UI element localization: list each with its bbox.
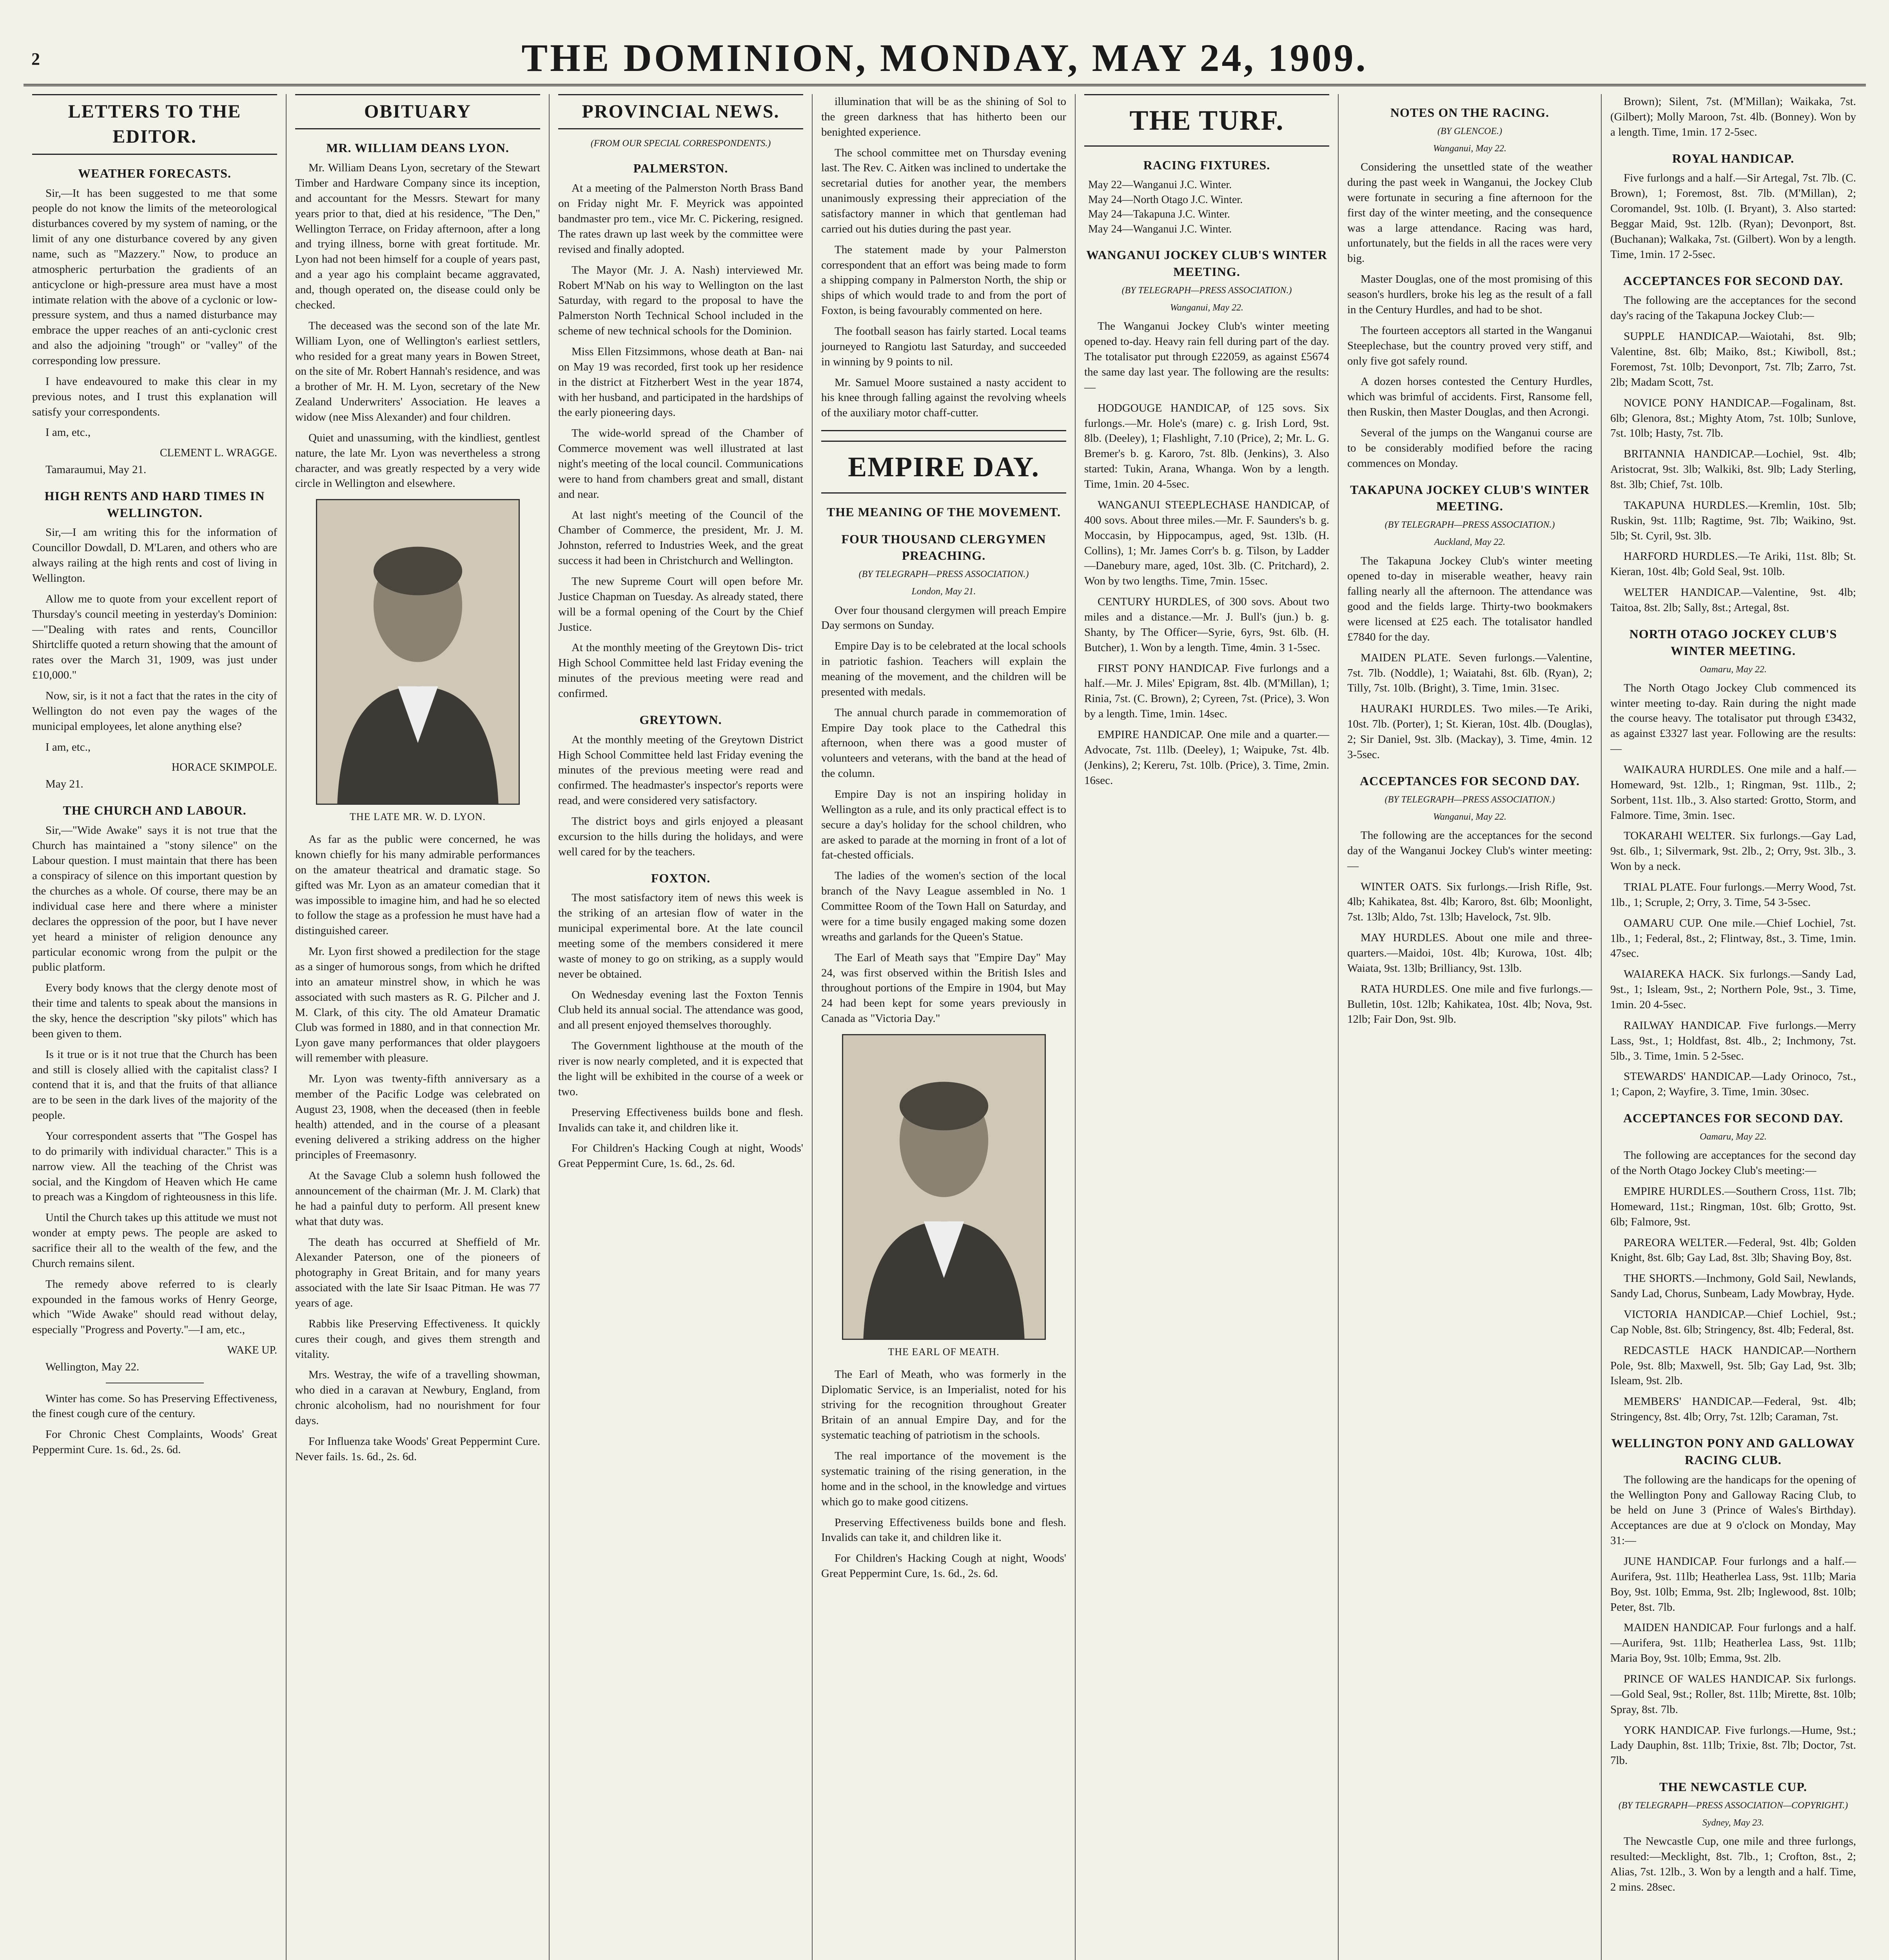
race-result: TOKARAHI WELTER. Six furlongs.—Gay Lad, 9st. 6lb., 1; Silvermark, 9st. 2lb., 2; Orry, 9st. 3lb., 3. Won by a neck. (1610, 829, 1856, 873)
provincial-paragraph: Miss Ellen Fitzsimmons, whose death at Ban- nai on May 19 was recorded, first took up her residence in the district at Fitzherbert West in the year 1874, with her husband, and participated in the hardships of the early pioneering days. (558, 345, 803, 419)
continued-paragraph: illumination that will be as the shining of Sol to the green darkness that has hitherto been our benighted experience. (821, 95, 1066, 138)
empire-day-paragraph: Empire Day is to be celebrated at the local schools in patriotic fashion. Teachers will explain the meaning of the movement, and the children will be presented with medals. (821, 640, 1066, 698)
masthead (24, 27, 1866, 86)
obituary-paragraph: Quiet and unassuming, with the kindliest, gentlest nature, the late Mr. Lyon was nevertheless a strong character, and was greatly respected by a very wide circle in Wellington and elsewhere. (295, 431, 540, 490)
obituary-paragraph: Mr. Lyon was twenty-fifth anniversary as a member of the Pacific Lodge was celebrated on August 23, 1908, when the deceased (then in feeble health) attended, and in the course of a pleasant evening delivered a striking address on the higher principles of Freemasonry. (295, 1072, 540, 1161)
meeting-title: ACCEPTANCES FOR SECOND DAY. (1359, 773, 1580, 788)
provincial-paragraph: Preserving Effectiveness builds bone and flesh. Invalids can take it, and children like it. (558, 1106, 803, 1134)
obituary-paragraph: Rabbis like Preserving Effectiveness. It quickly cures their cough, and gives them strength and vitality. (295, 1317, 540, 1361)
race-result: The fourteen acceptors all started in the Wanganui Steeplechase, but the country proved very stiff, and only five got safely round. (1347, 324, 1592, 367)
column-obituary (287, 94, 550, 1960)
race-result: Brown); Silent, 7st. (M'Millan); Waikaka, 7st. (Gilbert); Molly Maroon, 7st. 4lb. (Bonney). Won by a length. Time, 1min. 17 2-5sec. (1610, 95, 1856, 138)
race-result: MAIDEN HANDICAP. Four furlongs and a half.—Aurifera, 9st. 11lb; Heatherlea Lass, 9st. 11lb; Maria Boy, 9st. 10lb; Emma, 9st. 2lb. (1610, 1621, 1856, 1665)
provincial-byline: (FROM OUR SPECIAL CORRESPONDENTS.) (590, 138, 771, 149)
letter-paragraph: Allow me to quote from your excellent report of Thursday's council meeting in yesterday's Dominion:—"Dealing with rates and rents, Councillor Shirtcliffe quoted a return showing that the amount of rates over the March 31, 1909, was just under £10,000." (32, 592, 277, 682)
empire-day-heading: EMPIRE DAY. (821, 441, 1066, 493)
provincial-paragraph: The new Supreme Court will open before Mr. Justice Chapman on Tuesday. As already stated, there will be a formal opening of the Court by the Chief Justice. (558, 575, 803, 633)
race-result: THE SHORTS.—Inchmony, Gold Sail, Newlands, Sandy Lad, Chorus, Sunbeam, Lady Mowbray, Hyde. (1610, 1272, 1856, 1300)
race-result: VICTORIA HANDICAP.—Chief Lochiel, 9st.; Cap Noble, 8st. 6lb; Stringency, 8st. 4lb; Federal, 8st. (1610, 1308, 1856, 1336)
letter-signature: HORACE SKIMPOLE. (171, 761, 277, 774)
fixtures-list (1084, 178, 1329, 236)
empire-day-paragraph: The Earl of Meath says that "Empire Day" May 24, was first observed within the British Isles and throughout portions of the Empire in 1904, but May 24 had been kept for some years previously in Canada as "Victoria Day." (821, 951, 1066, 1025)
fixture-item: May 24—North Otago J.C. Winter. (1088, 193, 1243, 206)
empire-day-paragraph: Preserving Effectiveness builds bone and flesh. Invalids can take it, and children like it. (821, 1516, 1066, 1544)
provincial-paragraph: At a meeting of the Palmerston North Brass Band on Friday night Mr. F. Meyrick was appointed bandmaster pro tem., vice Mr. C. Pickering, resigned. The rates drawn up last week by the committee were revised and finally adopted. (558, 182, 803, 256)
letter-paragraph: Is it true or is it not true that the Church has been and still is closely allied with the capitalist class? I contend that it is, and that the fruits of that alliance are to be seen in the dark lives of the majority of the people. (32, 1048, 277, 1122)
turf-section-title: ACCEPTANCES FOR SECOND DAY. (1623, 1111, 1843, 1125)
race-result: TAKAPUNA HURDLES.—Kremlin, 10st. 5lb; Ruskin, 9st. 11lb; Ragtime, 9st. 7lb; Waikino, 9st. 5lb; St. Cyril, 9st. 3lb. (1610, 499, 1856, 542)
letter-paragraph: Sir,—"Wide Awake" says it is not true that the Church has maintained a "stony silence" on the Labour question. I must maintain that there has been a conspiracy of silence on this important question by the churches as a whole. Of course, there may be an individual case here and there where a minister declares the oppression of the poor, but I have never yet heard a minister of religion denounce any particular economic wrong from the pulpit or the public platform. (32, 824, 277, 974)
empire-day-paragraph: The annual church parade in commemoration of Empire Day took place to the Cathedral this afternoon, when there was a good muster of volunteers and veterans, with the band at the head of the column. (821, 706, 1066, 780)
provincial-paragraph: For Children's Hacking Cough at night, Woods' Great Peppermint Cure, 1s. 6d., 2s. 6d. (558, 1142, 803, 1170)
provincial-paragraph: The Mayor (Mr. J. A. Nash) interviewed Mr. Robert M'Nab on his way to Wellington on the last Saturday, with regard to the proposal to have the Palmerston North Technical School included in the scheme of new technical schools for the Dominion. (558, 263, 803, 338)
empire-day-subhead: FOUR THOUSAND CLERGYMEN PREACHING. (841, 532, 1046, 563)
race-result: MAY HURDLES. About one mile and three-quarters.—Maidoi, 10st. 4lb; Kurowa, 10st. 4lb; Waiata, 9st. 13lb; Brilliancy, 9st. 13lb. (1347, 931, 1592, 975)
continued-paragraph: Mr. Samuel Moore sustained a nasty accident to his knee through falling against the revolving wheels of the auxiliary motor chaff-cutter. (821, 376, 1066, 419)
race-result: The following are the handicaps for the opening of the Wellington Pony and Galloway Racing Club, to be held on June 3 (Prince of Wales's Birthday). Acceptances are due at 9 o'clock on Monday, May 31:— (1610, 1473, 1856, 1547)
letter-paragraph: The remedy above referred to is clearly expounded in the famous works of Henry George, which "Wide Awake" should read without delay, especially "Progress and Poverty."—I am, etc., (32, 1278, 277, 1336)
empire-day-paragraph: For Children's Hacking Cough at night, Woods' Great Peppermint Cure, 1s. 6d., 2s. 6d. (821, 1552, 1066, 1580)
race-result: EMPIRE HANDICAP. One mile and a quarter.—Advocate, 7st. 11lb. (Deeley), 1; Waipuke, 7st. 4lb. (Jenkins), 2; Kereru, 7st. 10lb. (Price), 3. Time, 2min. 16sec. (1084, 728, 1329, 787)
letter-title: THE CHURCH AND LABOUR. (63, 803, 247, 817)
race-result: RAILWAY HANDICAP. Five furlongs.—Merry Lass, 9st., 1; Holdfast, 8st. 4lb., 2; Inchmony, 7st. 5lb., 3. Time, 1min. 5 2-5sec. (1610, 1019, 1856, 1062)
empire-day-dateline: London, May 21. (911, 586, 976, 597)
race-result: The Newcastle Cup, one mile and three furlongs, resulted:—Mecklight, 8st. 7lb., 1; Crofton, 8st., 2; Alias, 7st. 12lb., 3. Won by a length and a half. Time, 2 mins. 28sec. (1610, 1835, 1856, 1893)
continued-paragraph: The football season has fairly started. Local teams journeyed to Rangiotu last Saturday, and succeeded in winning by 9 points to nil. (821, 325, 1066, 368)
letter-paragraph: I have endeavoured to make this clear in my previous notes, and I trust this explanation will satisfy your correspondents. (32, 375, 277, 418)
provincial-paragraph: On Wednesday evening last the Foxton Tennis Club held its annual social. The attendance was good, and all present enjoyed themselves thoroughly. (558, 988, 803, 1032)
fixtures-title: RACING FIXTURES. (1143, 158, 1270, 172)
fixture-item: May 24—Takapuna J.C. Winter. (1088, 208, 1230, 221)
obituary-paragraph: Mrs. Westray, the wife of a travelling showman, who died in a caravan at Newbury, England, from chronic alcoholism, had no nourishment for four days. (295, 1368, 540, 1427)
continued-paragraph: The school committee met on Thursday evening last. The Rev. C. Aitken was inclined to undertake the secretarial duties for another year, the members unanimously expressing their appreciation of the satisfactory manner in which that gentleman had carried out his duties during the past year. (821, 146, 1066, 235)
divider-rule (821, 430, 1066, 431)
provincial-paragraph: At last night's meeting of the Council of the Chamber of Commerce, the president, Mr. J. M. Johnston, referred to Industries Week, and the great success it had been in Christchurch and Wellington. (558, 508, 803, 567)
meeting-title: NOTES ON THE RACING. (1390, 105, 1550, 120)
fixture-item: May 22—Wanganui J.C. Winter. (1088, 179, 1232, 191)
turf-section-title: THE NEWCASTLE CUP. (1659, 1780, 1807, 1794)
column-turf-continued (1339, 94, 1602, 1960)
letter-paragraph: Now, sir, is it not a fact that the rates in the city of Wellington do not even pay the wages of the municipal employees, let alone anything else? (32, 689, 277, 733)
advertisement-line: Winter has come. So has Preserving Effectiveness, the finest cough cure of the century. (32, 1392, 277, 1420)
advertisement-line: For Chronic Chest Complaints, Woods' Great Peppermint Cure. 1s. 6d., 2s. 6d. (32, 1428, 277, 1456)
race-result: JUNE HANDICAP. Four furlongs and a half.—Aurifera, 9st. 11lb; Heatherlea Lass, 9st. 11lb; Maria Boy, 9st. 10lb; Emma, 9st. 2lb; Inglewood, 8st. 10lb; Peter, 8st. 7lb. (1610, 1555, 1856, 1613)
turf-section-title: ACCEPTANCES FOR SECOND DAY. (1623, 273, 1843, 288)
letter-place-date: Wellington, May 22. (45, 1360, 140, 1373)
obituary-paragraph: At the Savage Club a solemn hush followed the announcement of the chairman (Mr. J. M. Clark) that he had a painful duty to perform. All present knew what that duty was. (295, 1169, 540, 1228)
race-result: The following are the acceptances for the second day of the Wanganui Jockey Club's winter meeting:— (1347, 829, 1592, 872)
race-result: Several of the jumps on the Wanganui course are to be considerably modified before the racing commences on Monday. (1347, 426, 1592, 470)
letters-heading: LETTERS TO THE EDITOR. (32, 94, 277, 155)
turf-section-title: NORTH OTAGO JOCKEY CLUB'S WINTER MEETING. (1629, 626, 1837, 658)
race-result: HODGOUGE HANDICAP, of 125 sovs. Six furlongs.—Mr. Hole's (mare) c. g. Irish Lord, 9st. 8lb. (Deeley), 1; Flashlight, 7.10 (Price), 2; Mr. L. G. Bremer's b. g. Karoro, 7st. 8lb. (Jenkins), 3. Also started: Tukin, Arana, Whanga. Won by a length. Time, 1min. 20 4-5sec. (1084, 401, 1329, 491)
meath-portrait (842, 1034, 1046, 1340)
turf-section-dateline: Sydney, May 23. (1702, 1818, 1764, 1828)
race-result: OAMARU CUP. One mile.—Chief Lochiel, 7st. 1lb., 1; Federal, 8st., 2; Flintway, 8st., 3. Time, 1min. 47sec. (1610, 916, 1856, 960)
race-result: PAREORA WELTER.—Federal, 9st. 4lb; Golden Knight, 8st. 6lb; Gay Lad, 8st. 3lb; Shaving Boy, 8st. (1610, 1236, 1856, 1264)
newspaper-title: THE DOMINION, MONDAY, MAY 24, 1909. (521, 36, 1368, 80)
letter-paragraph: I am, etc., (45, 740, 91, 753)
provincial-section-title: FOXTON. (651, 871, 711, 885)
meeting-dateline: Wanganui, May 22. (1170, 303, 1244, 313)
letter-signature: WAKE UP. (227, 1344, 277, 1357)
provincial-section-title: GREYTOWN. (639, 712, 722, 727)
page-number: 2 (31, 49, 40, 69)
race-result: The following are the acceptances for the second day's racing of the Takapuna Jockey Club:— (1610, 294, 1856, 322)
turf-section-title: ROYAL HANDICAP. (1672, 151, 1795, 165)
provincial-section-title: PALMERSTON. (633, 161, 728, 176)
race-result: RATA HURDLES. One mile and five furlongs.—Bulletin, 10st. 12lb; Kahikatea, 10st. 4lb; Nova, 9st. 12lb; Fair Don, 9st. 9lb. (1347, 982, 1592, 1026)
race-result: STEWARDS' HANDICAP.—Lady Orinoco, 7st., 1; Capon, 2; Wayfire, 3. Time, 1min. 30sec. (1610, 1070, 1856, 1098)
portrait-caption: THE EARL OF MEATH. (888, 1346, 1000, 1357)
obituary-title: MR. WILLIAM DEANS LYON. (326, 141, 509, 155)
provincial-paragraph: The most satisfactory item of news this week is the striking of an artesian flow of water in the municipal experimental bore. At the late council meeting some of the members considered it mere waste of money to go on striking, as a supply would never be obtained. (558, 891, 803, 980)
obituary-paragraph: Mr. Lyon first showed a predilection for the stage as a singer of humorous songs, from which he drifted into an amateur minstrel show, in which he was associated with such masters as R. G. Pilcher and J. M. Clark, of this city. The old Amateur Dramatic Club was formed in 1880, and in that connection Mr. Lyon gave many performances that older playgoers will remember with pleasure. (295, 945, 540, 1065)
column-turf (1076, 94, 1339, 1960)
lyon-portrait (316, 499, 520, 805)
provincial-paragraph: The district boys and girls enjoyed a pleasant excursion to the hills during the holidays, and were well cared for by the teachers. (558, 815, 803, 858)
letter-place-date: May 21. (45, 777, 83, 790)
meeting-byline: (BY TELEGRAPH—PRESS ASSOCIATION.) (1385, 794, 1555, 805)
race-result: FIRST PONY HANDICAP. Five furlongs and a half.—Mr. J. Miles' Epigram, 8st. 4lb. (M'Millan), 1; Rinia, 7st. (C. Brown), 2; Cyreen, 7st. (Price), 3. Won by a length. Time, 1min. 14sec. (1084, 662, 1329, 720)
race-result: The following are acceptances for the second day of the North Otago Jockey Club's meeting:— (1610, 1149, 1856, 1177)
empire-day-byline: (BY TELEGRAPH—PRESS ASSOCIATION.) (858, 569, 1029, 580)
column-letters (24, 94, 287, 1960)
empire-day-paragraph: Over four thousand clergymen will preach Empire Day sermons on Sunday. (821, 604, 1066, 632)
turf-section-byline: (BY TELEGRAPH—PRESS ASSOCIATION—COPYRIGHT.) (1618, 1800, 1848, 1811)
race-result: WAIAREKA HACK. Six furlongs.—Sandy Lad, 9st., 1; Isleam, 9st., 2; Northern Pole, 9st., 3. Time, 1min. 20 4-5sec. (1610, 968, 1856, 1011)
portrait-caption: THE LATE MR. W. D. LYON. (349, 811, 486, 823)
turf-section-title: WELLINGTON PONY AND GALLOWAY RACING CLUB. (1611, 1436, 1855, 1467)
meeting-dateline: Wanganui, May 22. (1433, 811, 1507, 822)
obituary-heading: OBITUARY (295, 94, 540, 129)
letter-paragraph: Until the Church takes up this attitude we must not wonder at empty pews. The people are asked to sacrifice their all to the wealth of the few, and the Church remains silent. (32, 1211, 277, 1270)
letter-paragraph: Your correspondent asserts that "The Gospel has to do primarily with individual character." This is a narrow view. All the teaching of the Christ was social, and the Kingdom of Heaven which He came to preach was a Kingdom of righteousness in this life. (32, 1129, 277, 1203)
race-result: CENTURY HURDLES, of 300 sovs. About two miles and a distance.—Mr. J. Bull's (jun.) b. g. Shanty, by The Officer—Syrie, 6yrs, 9st. 6lb. (H. Butcher), 1. Won by a length. Time, 4min. 3 1-5sec. (1084, 595, 1329, 654)
provincial-paragraph: At the monthly meeting of the Greytown Dis- trict High School Committee held last Friday evening the minutes of the previous meeting were read and confirmed. (558, 641, 803, 700)
column-turf-acceptances (1602, 94, 1865, 1960)
letter-paragraph: Sir,—I am writing this for the information of Councillor Dowdall, D. M'Laren, and others who are always railing at the high rents and cost of living in Wellington. (32, 526, 277, 584)
race-result: HAURAKI HURDLES. Two miles.—Te Ariki, 10st. 7lb. (Porter), 1; St. Kieran, 10st. 4lb. (Douglas), 2; Sir Daniel, 9st. 3lb. (Mackay), 3. Time, 4min. 12 3-5sec. (1347, 702, 1592, 761)
meeting-title: TAKAPUNA JOCKEY CLUB'S WINTER MEETING. (1350, 482, 1590, 514)
race-result: BRITANNIA HANDICAP.—Lochiel, 9st. 4lb; Aristocrat, 9st. 3lb; Walkiki, 8st. 9lb; Lady Sterling, 8st. 3lb; Chief, 7st. 10lb. (1610, 448, 1856, 491)
provincial-heading: PROVINCIAL NEWS. (558, 94, 803, 129)
meeting-byline: (BY GLENCOE.) (1437, 126, 1502, 136)
race-result: PRINCE OF WALES HANDICAP. Six furlongs.—Gold Seal, 9st.; Roller, 8st. 11lb; Mirette, 8st. 10lb; Spray, 8st. 7lb. (1610, 1673, 1856, 1716)
turf-section-byline: Oamaru, May 22. (1700, 664, 1767, 675)
empire-day-paragraph: The real importance of the movement is the systematic training of the rising generation, in the home and in the school, in the knowledge and virtues which go to make good citizens. (821, 1450, 1066, 1508)
fixture-item: May 24—Wanganui J.C. Winter. (1088, 223, 1232, 235)
letter-signature: CLEMENT L. WRAGGE. (160, 447, 277, 459)
meeting-dateline: Auckland, May 22. (1434, 537, 1506, 548)
obituary-paragraph: Mr. William Deans Lyon, secretary of the Stewart Timber and Hardware Company since its inception, and accountant for the Messrs. Stewart for many years prior to that, died at his residence, "The Den," Wellington Terrace, on Friday afternoon, after a long and trying illness, borne with great fortitude. Mr. Lyon had not been himself for a couple of years past, and a year ago his complaint became aggravated, and, though operated on, the disease could only be checked. (295, 162, 540, 311)
race-result: EMPIRE HURDLES.—Southern Cross, 11st. 7lb; Homeward, 11st.; Ringman, 10st. 6lb; Grotto, 9st. 6lb; Falmore, 9st. (1610, 1185, 1856, 1228)
race-result: SUPPLE HANDICAP.—Waiotahi, 8st. 9lb; Valentine, 8st. 6lb; Maiko, 8st.; Kiwiboll, 8st.; Foremost, 7st. 10lb; Devonport, 7st. 7lb; Zarro, 7st. 2lb; Madam Scott, 7st. (1610, 330, 1856, 388)
race-result: YORK HANDICAP. Five furlongs.—Hume, 9st.; Lady Dauphin, 8st. 11lb; Trixie, 8st. 7lb; Doctor, 7st. 7lb. (1610, 1724, 1856, 1767)
column-empire-day (813, 94, 1076, 1960)
provincial-paragraph: At the monthly meeting of the Greytown District High School Committee held last Friday evening the minutes of the previous meeting were read and confirmed. The headmaster's inspector's reports were read, and were considered very satisfactory. (558, 733, 803, 807)
meeting-byline: (BY TELEGRAPH—PRESS ASSOCIATION.) (1121, 285, 1292, 296)
meeting-byline: (BY TELEGRAPH—PRESS ASSOCIATION.) (1385, 520, 1555, 530)
turf-heading: THE TURF. (1084, 94, 1329, 147)
continued-paragraph: The statement made by your Palmerston correspondent that an effort was being made to form a shipping company in Palmerston North, the ship or ships of which would trade to and from the port of Foxton, is being favourably commented on here. (821, 243, 1066, 317)
letter-title: HIGH RENTS AND HARD TIMES IN WELLINGTON. (44, 488, 265, 520)
race-result: WINTER OATS. Six furlongs.—Irish Rifle, 9st. 4lb; Kahikatea, 8st. 4lb; Karoro, 8st. 6lb; Moonlight, 7st. 13lb; Aldo, 7st. 13lb; Havelock, 7st. 9lb. (1347, 880, 1592, 924)
empire-day-subtitle: THE MEANING OF THE MOVEMENT. (826, 505, 1061, 519)
race-result: Five furlongs and a half.—Sir Artegal, 7st. 7lb. (C. Brown), 1; Foremost, 8st. 7lb. (M'Millan), 2; Coromandel, 9st. 10lb. (I. Bryant), 3. Also started: Beggar Maid, 9st. 12lb. (Ryan); Devonport, 8st. (Buchanan); Walkaka, 7st. (Gilbert). Won by a length. Time, 1min. 17 2-5sec. (1610, 172, 1856, 261)
empire-day-paragraph: The ladies of the women's section of the local branch of the Navy League assembled in No. 1 Committee Room of the Town Hall on Saturday, and were for a time busily engaged making some dozen wreaths and garlands for the Queen's Statue. (821, 869, 1066, 943)
obituary-paragraph: The deceased was the second son of the late Mr. William Lyon, one of Wellington's earliest settlers, who resided for a great many years in Bowen Street, on the site of Mr. Robert Hannah's residence, and was a brother of Mr. H. M. Lyon, secretary of the New Zealand Underwriters' Association. He leaves a widow (nee Miss Alexander) and four children. (295, 319, 540, 423)
empire-day-paragraph: The Earl of Meath, who was formerly in the Diplomatic Service, is an Imperialist, noted for his striving for the recognition throughout Greater Britain of an annual Empire Day, and for the systematic teaching of patriotism in the schools. (821, 1368, 1066, 1442)
provincial-paragraph: The Government lighthouse at the mouth of the river is now nearly completed, and it is expected that the light will be exhibited in the course of a week or two. (558, 1040, 803, 1098)
obituary-paragraph: For Influenza take Woods' Great Peppermint Cure. Never fails. 1s. 6d., 2s. 6d. (295, 1435, 540, 1463)
race-result: REDCASTLE HACK HANDICAP.—Northern Pole, 9st. 8lb; Maxwell, 9st. 5lb; Gay Lad, 9st. 3lb; Isleam, 9st. 2lb. (1610, 1344, 1856, 1387)
obituary-paragraph: As far as the public were concerned, he was known chiefly for his many admirable performances on the amateur theatrical and dramatic stage. So gifted was Mr. Lyon as an amateur comedian that it was impossible to imagine him, and had he so elected to follow the stage as a profession he must have had a distinguished career. (295, 833, 540, 937)
race-result: The Takapuna Jockey Club's winter meeting opened to-day in miserable weather, heavy rain falling nearly all the afternoon. The attendance was good and the fields large. Thirty-two bookmakers were licensed at £25 each. The totalisator handled £7840 for the day. (1347, 554, 1592, 643)
meeting-dateline: Wanganui, May 22. (1433, 143, 1507, 154)
letter-paragraph: Every body knows that the clergy denote most of their time and talents to speak about the mansions in the sky, hence the description "sky pilots" which has been given to them. (32, 982, 277, 1040)
race-result: MAIDEN PLATE. Seven furlongs.—Valentine, 7st. 7lb. (Noddle), 1; Waiatahi, 8st. 6lb. (Ryan), 2; Tilly, 7st. 10lb. (Bright), 3. Time, 1min. 31sec. (1347, 651, 1592, 695)
empire-day-paragraph: Empire Day is not an inspiring holiday in Wellington as a rule, and its only practical effect is to secure a day's holiday for the school children, who are asked to parade at the morning in front of a lot of fat-chested officials. (821, 788, 1066, 862)
columns (24, 94, 1866, 1960)
race-result: Master Douglas, one of the most promising of this season's hurdlers, broke his leg as the result of a fall in the Century Hurdles, and had to be shot. (1347, 273, 1592, 316)
race-result: The Wanganui Jockey Club's winter meeting opened to-day. Heavy rain fell during part of the day. The totalisator put through £22059, as against £5674 the same day last year. The following are the results:— (1084, 320, 1329, 394)
letter-paragraph: Sir,—It has been suggested to me that some people do not know the limits of the meteorological disturbances covered by my system of naming, or the limit of any one disturbance covered by any given name, such as "Mazzery." Now, to produce an atmospheric perturbation the gradients of an anticyclone or high-pressure area must have a most intimate relation with the above of a cyclonic or low-pressure system, and thus a named disturbance may embrace the upper reaches of an anti-cyclonic crest and also the adjoining "trough" or "valley" of the corresponding low pressure. (32, 187, 277, 367)
race-result: Considering the unsettled state of the weather during the past week in Wanganui, the Jockey Club were fortunate in securing a fine afternoon for the first day of the winter meeting, and the consequence was a large attendance. Racing was hard, unfortunately, but the fields in all the races were very big. (1347, 161, 1592, 265)
race-result: The North Otago Jockey Club commenced its winter meeting to-day. Rain during the night made the course heavy. The totalisator put through £3432, as against £3327 last year. Following are the results:— (1610, 681, 1856, 755)
meeting-title: WANGANUI JOCKEY CLUB'S WINTER MEETING. (1086, 248, 1327, 279)
obituary-paragraph: The death has occurred at Sheffield of Mr. Alexander Paterson, one of the pioneers of photography in Great Britain, and for many years associated with the late Sir Isaac Pitman. He was 77 years of age. (295, 1236, 540, 1309)
provincial-paragraph: The wide-world spread of the Chamber of Commerce movement was well illustrated at last night's meeting of the local council. Communications were to hand from chambers great and small, distant and near. (558, 427, 803, 501)
race-result: NOVICE PONY HANDICAP.—Fogalinam, 8st. 6lb; Glenora, 8st.; Mighty Atom, 7st. 10lb; Sunlove, 7st. 10lb; Hasty, 7st. 7lb. (1610, 396, 1856, 440)
race-result: WAIKAURA HURDLES. One mile and a half.—Homeward, 9st. 12lb., 1; Ringman, 9st. 11lb., 2; Sorbent, 11st. 1lb., 3. Also started: Grotto, Storm, and Falmore. Time, 3min. 1sec. (1610, 763, 1856, 822)
race-result: HARFORD HURDLES.—Te Ariki, 11st. 8lb; St. Kieran, 10st. 4lb; Gold Seal, 9st. 10lb. (1610, 550, 1856, 578)
race-result: A dozen horses contested the Century Hurdles, which was brimful of accidents. First, Ransome fell, then Ruskin, then Master Douglas, and then Acrongi. (1347, 375, 1592, 419)
letter-place-date: Tamaraumui, May 21. (45, 463, 147, 476)
column-provincial (550, 94, 813, 1960)
race-result: TRIAL PLATE. Four furlongs.—Merry Wood, 7st. 1lb., 1; Scruple, 2; Orry, 3. Time, 54 3-5sec. (1610, 881, 1856, 909)
turf-section-byline: Oamaru, May 22. (1700, 1132, 1767, 1142)
letter-title: WEATHER FORECASTS. (78, 166, 231, 180)
letter-paragraph: I am, etc., (45, 426, 91, 439)
race-result: WANGANUI STEEPLECHASE HANDICAP, of 400 sovs. About three miles.—Mr. F. Saunders's b. g. Moccasin, by Hippocampus, aged, 9st. 13lb. (H. Collins), 1; Mr. James Corr's b. g. Tilson, by Ladder—Danebury mare, aged, 10st. 3lb. (C. Pritchard), 2. Won by two lengths. Time, 7min. 15sec. (1084, 498, 1329, 588)
race-result: MEMBERS' HANDICAP.—Federal, 9st. 4lb; Stringency, 8st. 4lb; Orry, 7st. 12lb; Caraman, 7st. (1610, 1395, 1856, 1423)
race-result: WELTER HANDICAP.—Valentine, 9st. 4lb; Taitoa, 8st. 2lb; Sally, 8st.; Artegal, 8st. (1610, 586, 1856, 614)
